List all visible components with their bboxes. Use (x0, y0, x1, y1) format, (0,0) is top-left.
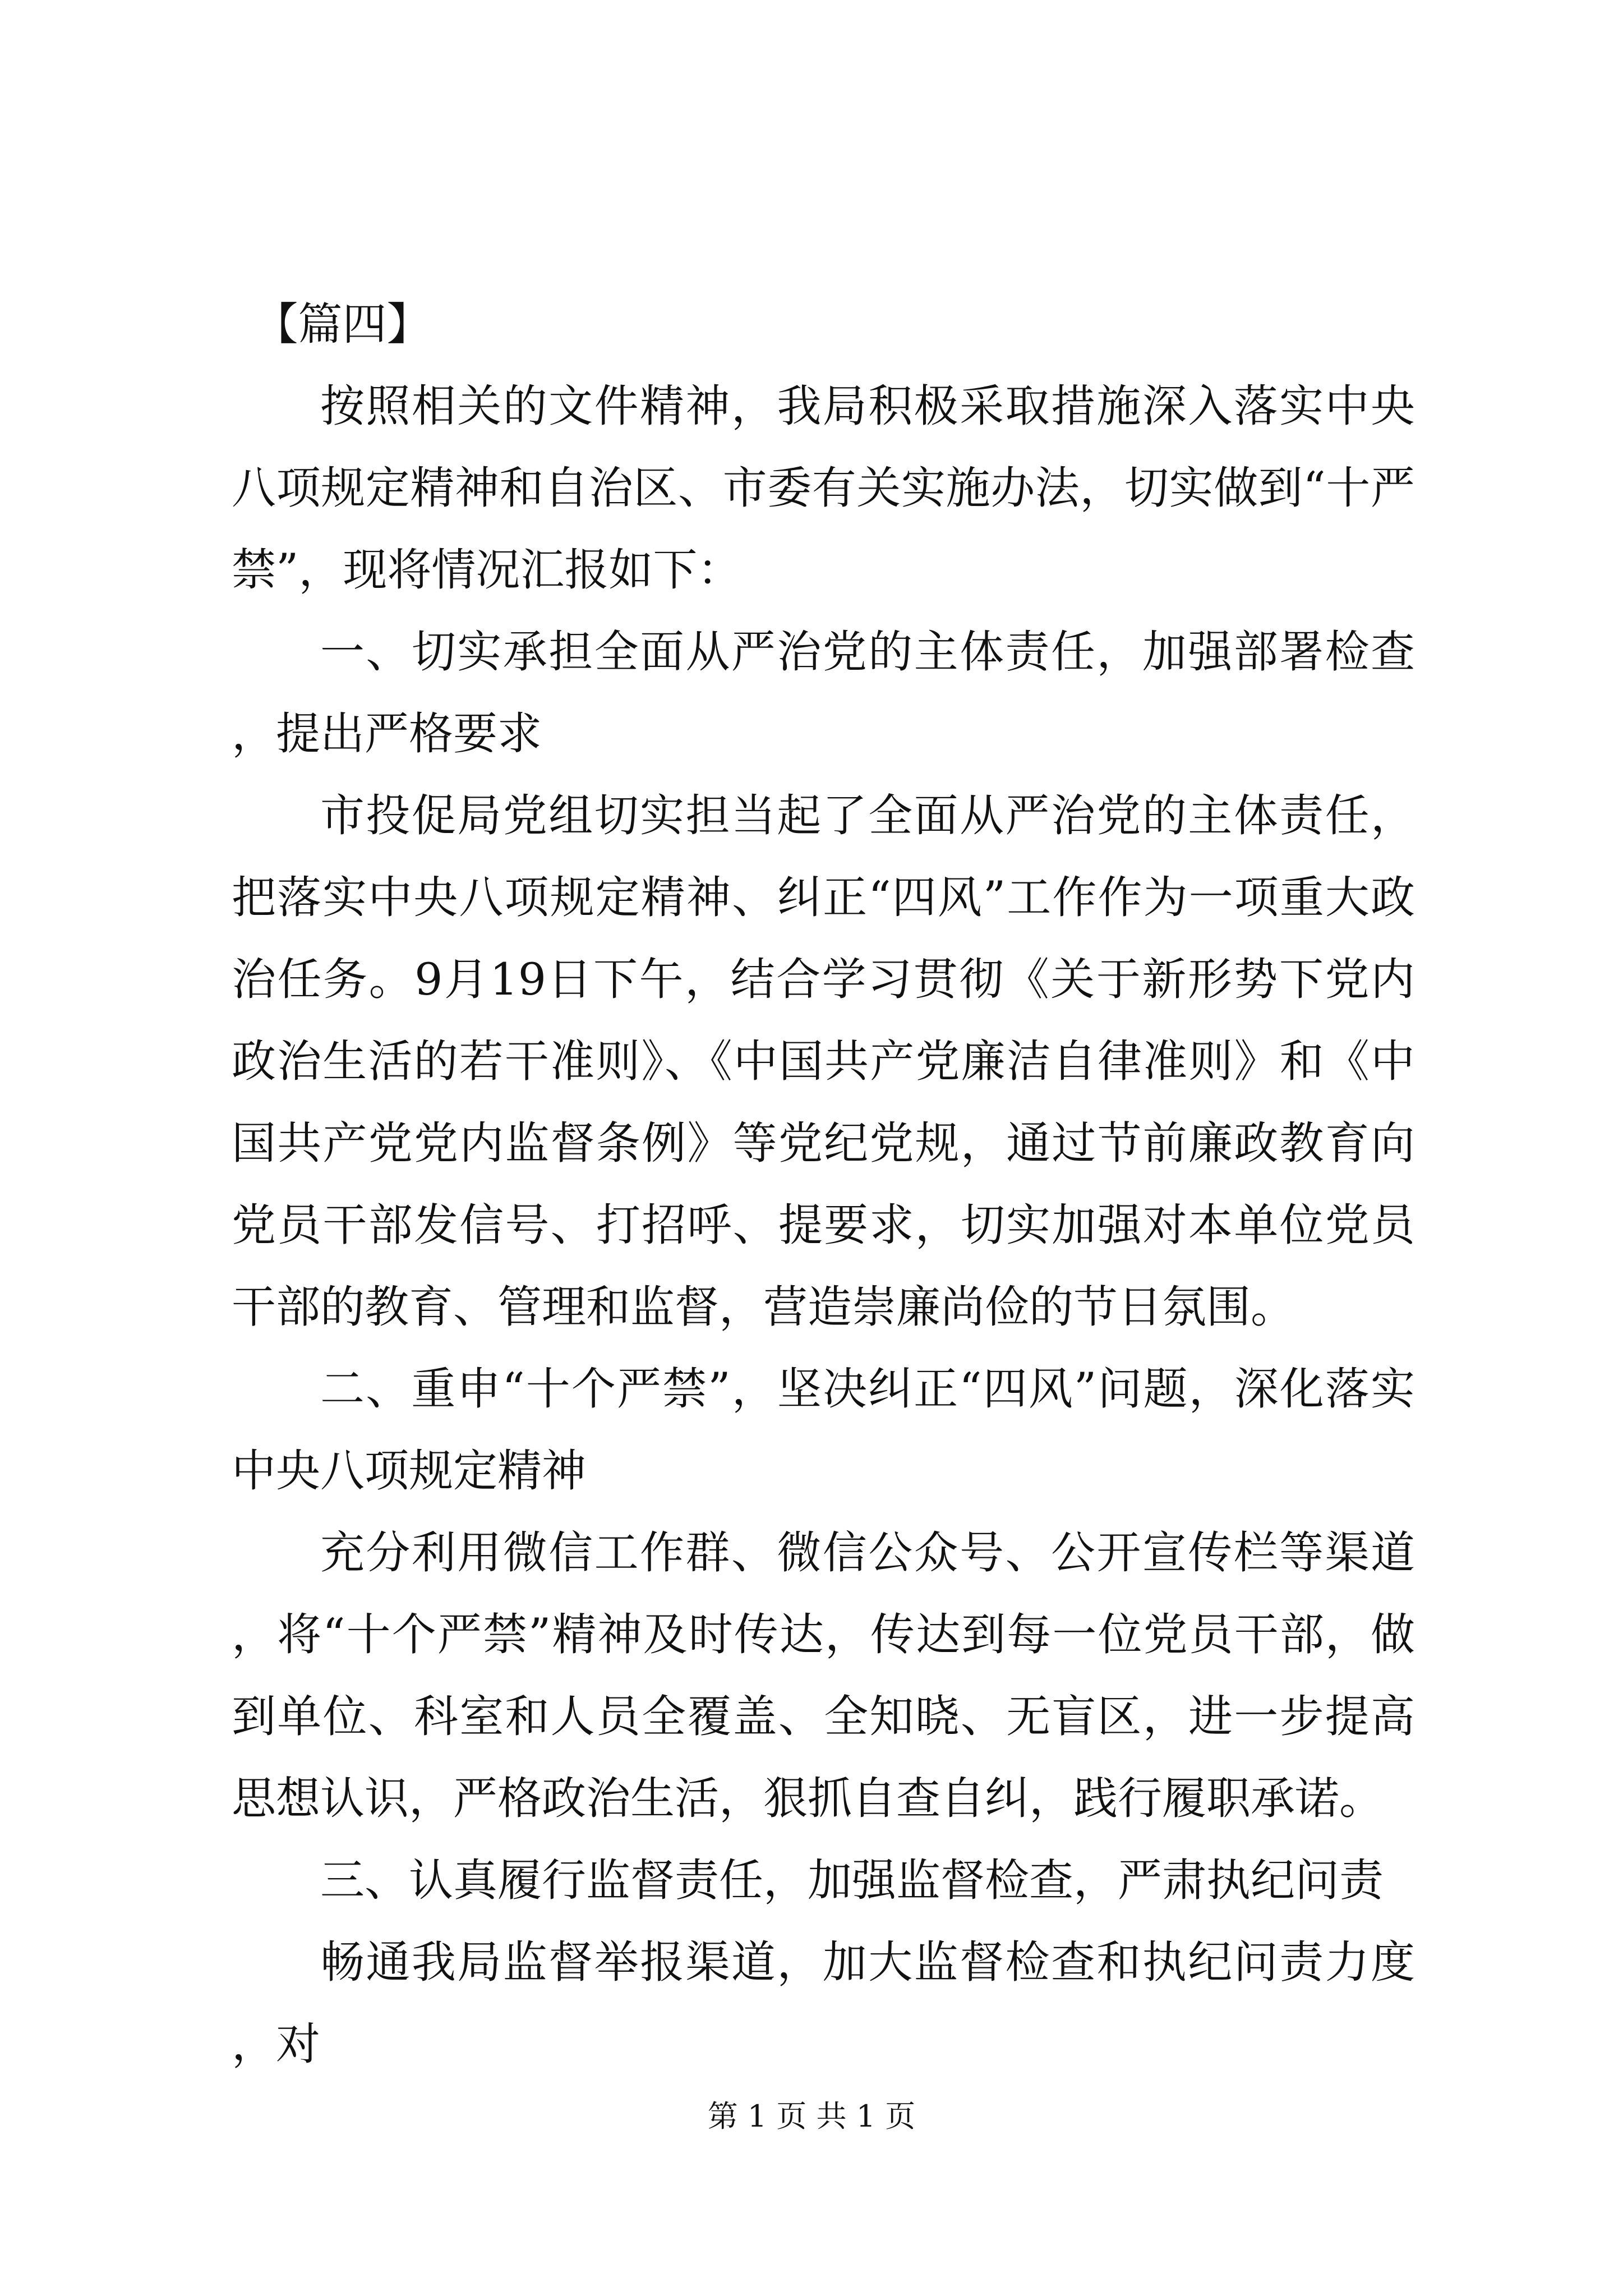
section-heading-1: 一、切实承担全面从严治党的主体责任，加强部署检查，提出严格要求 (232, 626, 1415, 760)
section-body-2: 充分利用微信工作群、微信公众号、公开宣传栏等渠道，将“十个严禁”精神及时传达，传达到每一位党员干部，做到单位、科室和人员全覆盖、全知晓、无盲区，进一步提高思想认识，严格政治生活，狠抓自查自纠，践行履职承诺。 (232, 1527, 1415, 1824)
section-heading-2: 二、重申“十个严禁”，坚决纠正“四风”问题，深化落实中央八项规定精神 (232, 1363, 1415, 1497)
page-number-footer: 第 1 页 共 1 页 (707, 2099, 916, 2134)
section-body-3: 畅通我局监督举报渠道，加大监督检查和执纪问责力度，对 (232, 1936, 1415, 2070)
document-body (232, 283, 1415, 2085)
intro-paragraph: 按照相关的文件精神，我局积极采取措施深入落实中央八项规定精神和自治区、市委有关实施办法，切实做到“十严禁”，现将情况汇报如下： (232, 380, 1415, 596)
section-tag: 【篇四】 (253, 298, 431, 350)
section-heading-3: 三、认真履行监督责任，加强监督检查，严肃执纪问责 (320, 1855, 1384, 1906)
section-body-1: 市投促局党组切实担当起了全面从严治党的主体责任，把落实中央八项规定精神、纠正“四风”工作作为一项重大政治任务。9月19日下午，结合学习贯彻《关于新形势下党内政治生活的若干准则》、《中国共产党廉洁自律准则》和《中国共产党党内监督条例》等党纪党规，通过节前廉政教育向党员干部发信号、打招呼、提要求，切实加强对本单位党员干部的教育、管理和监督，营造崇廉尚俭的节日氛围。 (232, 790, 1415, 1333)
